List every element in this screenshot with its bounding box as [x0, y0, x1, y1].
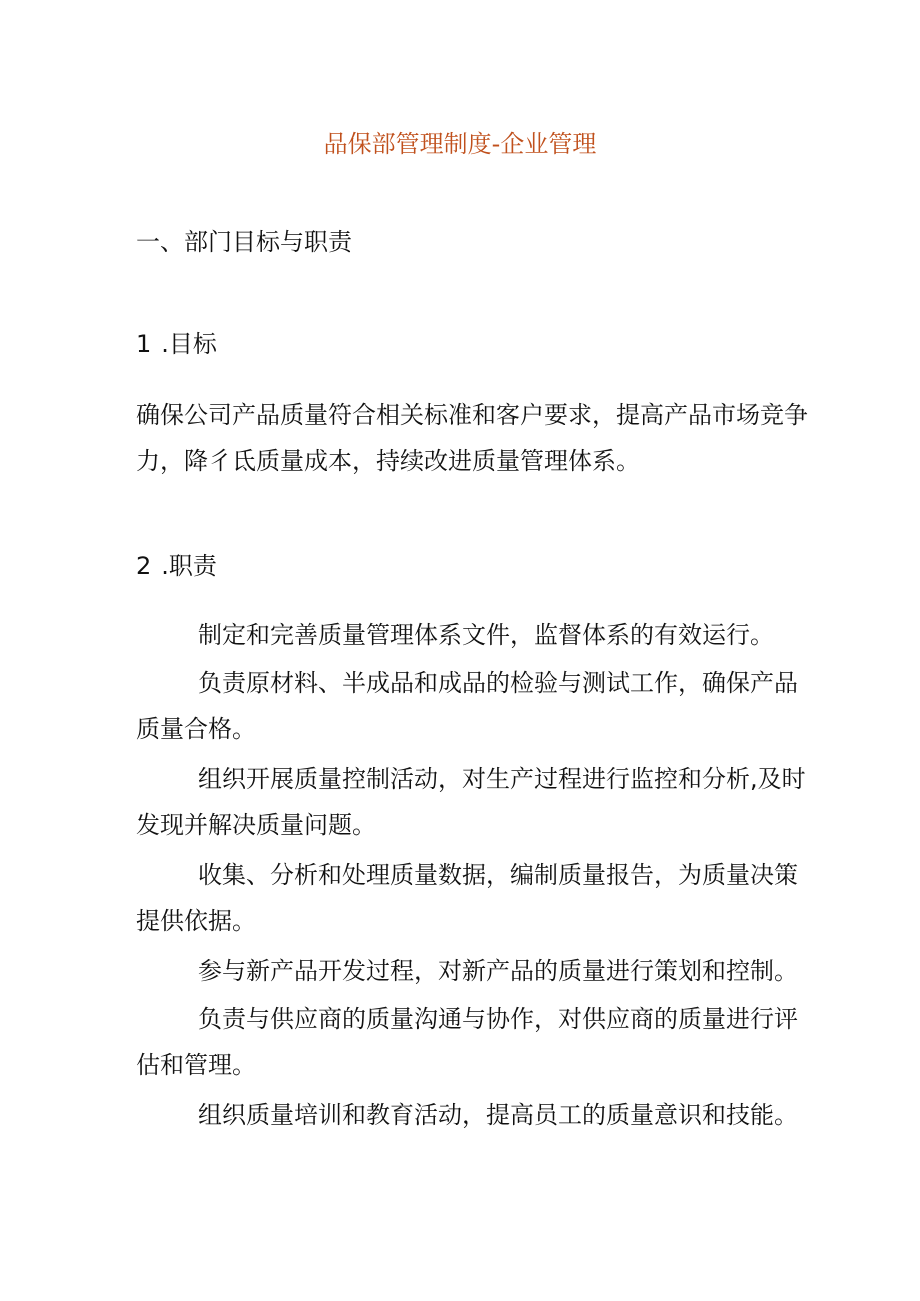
- goal-heading: [136, 327, 217, 361]
- duty-text: 制定和完善质量管理体系文件，监督体系的有效运行。: [198, 621, 774, 649]
- duties-heading: [136, 549, 217, 583]
- duty-text: 收集、分析和处理质量数据，编制质量报告，为质量决策: [198, 861, 798, 889]
- duty-text: 参与新产品开发过程，对新产品的质量进行策划和控制。: [198, 957, 798, 985]
- duty-item: [136, 660, 796, 752]
- duty-text: 组织质量培训和教育活动，提高员工的质量意识和技能。: [198, 1101, 798, 1129]
- duty-item: [136, 948, 796, 994]
- duty-item: [136, 852, 796, 944]
- duties-label: .职责: [161, 552, 217, 580]
- duty-text-continued: 质量合格。: [136, 715, 256, 743]
- duty-text: 组织开展质量控制活动，对生产过程进行监控和分析,及时: [198, 765, 806, 793]
- duty-item: [136, 996, 796, 1088]
- duty-text-continued: 发现并解决质量问题。: [136, 811, 376, 839]
- duty-item: [136, 756, 806, 848]
- duties-number: 2: [136, 552, 152, 580]
- goal-line: 确保公司产品质量符合相关标准和客户要求，提高产品市场竞争: [136, 401, 808, 429]
- document-title: 品保部管理制度-企业管理: [323, 130, 597, 158]
- duty-text-continued: 提供依据。: [136, 907, 256, 935]
- duty-text: 负责原材料、半成品和成品的检验与测试工作，确保产品: [198, 669, 798, 697]
- goal-paragraph: [136, 392, 808, 484]
- goal-label: .目标: [161, 330, 217, 358]
- section-heading: 一、部门目标与职责: [136, 228, 352, 256]
- duty-item: [136, 612, 796, 658]
- goal-number: 1: [136, 330, 152, 358]
- duty-item: [136, 1092, 796, 1138]
- duty-text: 负责与供应商的质量沟通与协作，对供应商的质量进行评: [198, 1005, 798, 1033]
- goal-line: 力，降彳氐质量成本，持续改进质量管理体系。: [136, 447, 640, 475]
- duty-text-continued: 估和管理。: [136, 1051, 256, 1079]
